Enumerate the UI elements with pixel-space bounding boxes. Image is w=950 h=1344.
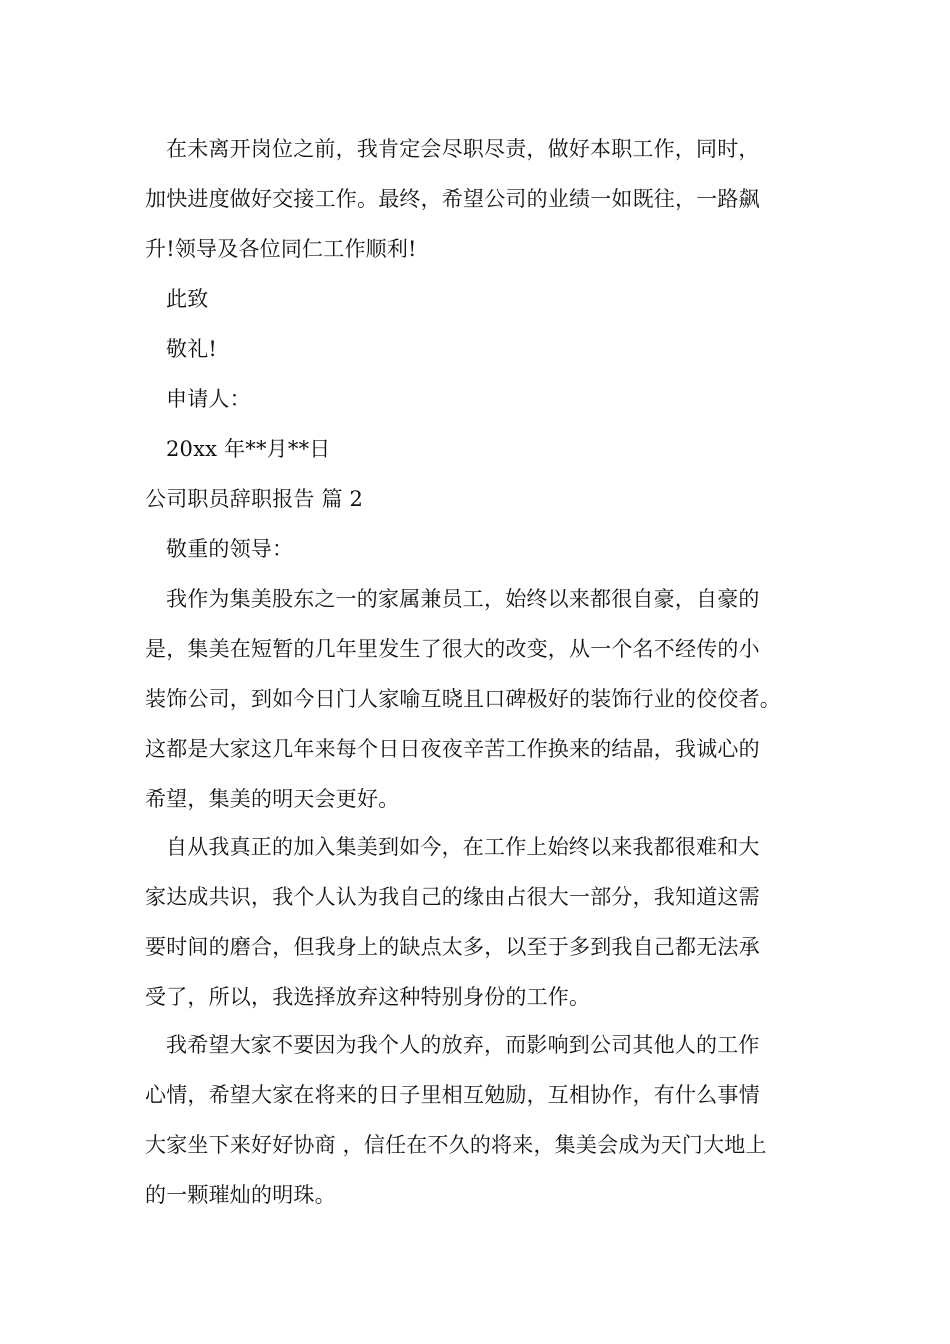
section-heading: 公司职员辞职报告 篇 2 (145, 487, 364, 511)
paragraph-line: 大家坐下来好好协商 ，信任在不久的将来，集美会成为天门大地上 (145, 1133, 767, 1157)
paragraph-line: 要时间的磨合，但我身上的缺点太多，以至于多到我自己都无法承 (145, 935, 760, 959)
paragraph-line: 我作为集美股东之一的家属兼员工，始终以来都很自豪，自豪的 (166, 587, 760, 611)
greeting: 敬重的领导： (166, 537, 294, 561)
closing-regards: 敬礼! (166, 337, 218, 361)
paragraph-line: 装饰公司，到如今日门人家喻互晓且口碑极好的装饰行业的佼佼者。 (145, 687, 781, 711)
paragraph-line: 的一颗璀灿的明珠。 (145, 1183, 336, 1207)
paragraph-line: 希望，集美的明天会更好。 (145, 787, 400, 811)
paragraph-line: 升!领导及各位同仁工作顺利! (145, 237, 417, 261)
paragraph-line: 加快进度做好交接工作。最终，希望公司的业绩一如既往，一路飙 (145, 187, 760, 211)
paragraph-line: 受了，所以，我选择放弃这种特别身份的工作。 (145, 985, 591, 1009)
closing-salutation: 此致 (166, 287, 209, 311)
paragraph-line: 自从我真正的加入集美到如今，在工作上始终以来我都很难和大 (166, 835, 760, 859)
paragraph-line: 心情，希望大家在将来的日子里相互勉励，互相协作，有什么事情 (145, 1083, 760, 1107)
paragraph-line: 家达成共识，我个人认为我自己的缘由占很大一部分，我知道这需 (145, 885, 760, 909)
paragraph-line: 这都是大家这几年来每个日日夜夜辛苦工作换来的结晶，我诚心的 (145, 737, 760, 761)
paragraph-line: 我希望大家不要因为我个人的放弃，而影响到公司其他人的工作 (166, 1033, 760, 1057)
paragraph-line: 在未离开岗位之前，我肯定会尽职尽责，做好本职工作，同时， (166, 137, 760, 161)
paragraph-line: 是，集美在短暂的几年里发生了很大的改变，从一个名不经传的小 (145, 637, 760, 661)
date-line: 20xx 年**月**日 (166, 437, 331, 461)
applicant-label: 申请人： (166, 387, 251, 411)
